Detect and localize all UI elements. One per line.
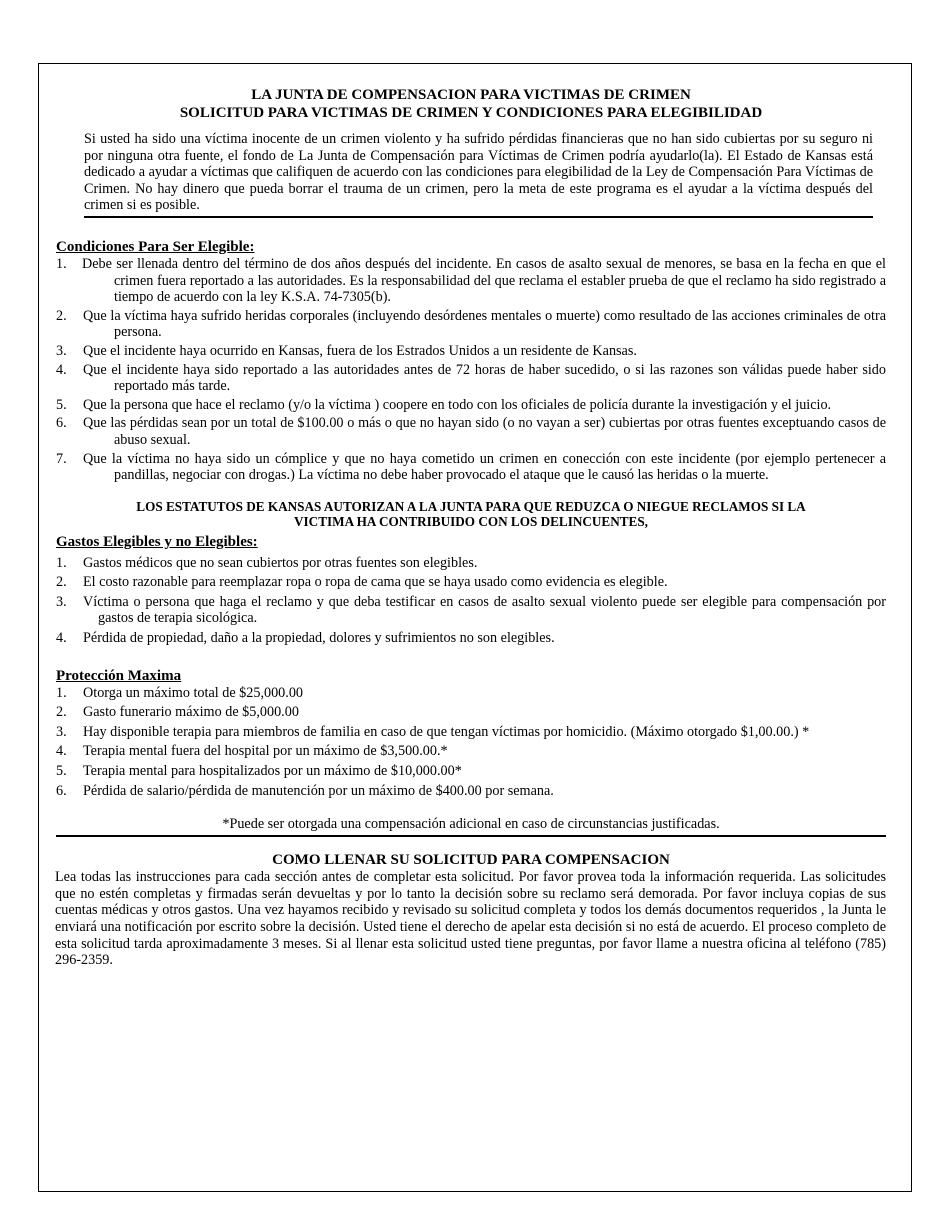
list-item: 2. Que la víctima haya sufrido heridas corporales (incluyendo desórdenes mentales o muerte) como resultado de las acciones criminales de otra persona. <box>56 307 886 341</box>
list-item: 1. Debe ser llenada dentro del término de dos años después del incidente. En casos de asalto sexual de menores, se basa en la fecha en que el crimen fuera reportado a las autoridades. Es la responsabilidad del que reclama el establer prueba de que el reclamo ha sido registrado a tiempo de acuerdo con la ley K.S.A. 74-7305(b). <box>56 255 886 306</box>
document-title-line2: SOLICITUD PARA VICTIMAS DE CRIMEN Y CONDICIONES PARA ELEGIBILIDAD <box>179 105 763 121</box>
how-to-body: Lea todas las instrucciones para cada sección antes de completar esta solicitud. Por favor provea toda la información requerida. Las solicitudes que no estén completas y firmadas serán devueltas y por lo tanto la decisión sobre su reclamo será demorada. Por favor incluya copias de sus cuentas médicas y otros gastos. Una vez hayamos recibido y revisado su solicitud completa y todos los demás documentos requeridos , la Junta le enviará una notificación por escrito sobre la decisión. Usted tiene el derecho de apelar esta decisión si no está de acuerdo. El proceso completo de esta solicitud tarda aproximadamente 3 meses. Si al llenar esta solicitud usted tiene preguntas, por favor llame a nuestra oficina al teléfono (785) 296-2359. <box>55 869 886 969</box>
list-item: 2. El costo razonable para reemplazar ropa o ropa de cama que se haya usado como evidencia es elegible. <box>56 574 668 591</box>
list-item: 6. Que las pérdidas sean por un total de $100.00 o más o que no hayan sido (o no vayan a ser) cubiertas por otras fuentes exceptuando casos de abuso sexual. <box>56 415 886 448</box>
section-divider <box>56 835 886 837</box>
expenses-heading: Gastos Elegibles y no Elegibles: <box>56 533 258 550</box>
protection-heading: Protección Maxima <box>56 667 182 684</box>
document-body <box>56 86 886 969</box>
protection-list <box>56 685 886 800</box>
list-item: 4. Que el incidente haya sido reportado a las autoridades antes de 72 horas de haber sucedido, o si las razones son válidas puede haber sido reportado más tarde. <box>56 361 886 395</box>
statute-line2: VICTIMA HA CONTRIBUIDO CON LOS DELINCUENTES, <box>294 513 648 529</box>
how-to-title: COMO LLENAR SU SOLICITUD PARA COMPENSACION <box>272 852 670 869</box>
list-item: 4. Terapia mental fuera del hospital por un máximo de $3,500.00.* <box>56 743 448 760</box>
conditions-list <box>56 256 886 484</box>
list-item: 3. Que el incidente haya ocurrido en Kansas, fuera de los Estrados Unidos a un residente de Kansas. <box>56 342 637 359</box>
statute-line1: LOS ESTATUTOS DE KANSAS AUTORIZAN A LA JUNTA PARA QUE REDUZCA O NIEGUE RECLAMOS SI LA <box>136 498 806 514</box>
list-item: 1. Gastos médicos que no sean cubiertos por otras fuentes son elegibles. <box>56 554 478 571</box>
list-item: 2. Gasto funerario máximo de $5,000.00 <box>56 704 299 721</box>
list-item: 1. Otorga un máximo total de $25,000.00 <box>56 684 304 701</box>
expenses-list <box>56 555 886 647</box>
list-item: 7. Que la víctima no haya sido un cómplice y que no haya cometido un crimen en conección con este incidente (por ejemplo pertenecer a pandillas, negociar con drogas.) La víctima no debe haber provocado el ataque que le causó las heridas o la muerte. <box>56 450 886 484</box>
list-item: 4. Pérdida de propiedad, daño a la propiedad, dolores y sufrimientos no son elegibles. <box>56 630 555 647</box>
list-item: 3. Hay disponible terapia para miembros de familia en caso de que tengan víctimas por homicidio. (Máximo otorgado $1,00.00.) * <box>56 723 810 740</box>
document-title-line1: LA JUNTA DE COMPENSACION PARA VICTIMAS DE CRIMEN <box>251 87 691 103</box>
list-item: 6. Pérdida de salario/pérdida de manutención por un máximo de $400.00 por semana. <box>56 782 554 799</box>
conditions-heading: Condiciones Para Ser Elegible: <box>56 238 255 255</box>
list-item: 3. Víctima o persona que haga el reclamo y que deba testificar en casos de asalto sexual violento puede ser elegible para compensación por gastos de terapia sicológica. <box>56 593 886 627</box>
protection-footnote: *Puede ser otorgada una compensación adicional en caso de circunstancias justificadas. <box>222 816 720 833</box>
intro-paragraph: Si usted ha sido una víctima inocente de un crimen violento y ha sufrido pérdidas financieras que no han sido cubiertas por su seguro ni por ninguna otra fuente, el fondo de La Junta de Compensación para Víctimas de Crimen podría ayudarlo(la). El Estado de Kansas está dedicado a ayudar a víctimas que califiquen de acuerdo con las condiciones para elegibilidad de la Ley de Compensación Para Víctimas de Crimen. No hay dinero que pueda borrar el trauma de un crimen, pero la meta de este programa es el ayudar a la víctima después del crimen si es posible. <box>84 131 873 218</box>
list-item: 5. Que la persona que hace el reclamo (y/o la víctima ) coopere en todo con los oficiales de policía durante la investigación y el juicio. <box>56 396 832 413</box>
statute-notice <box>56 499 886 529</box>
list-item: 5. Terapia mental para hospitalizados por un máximo de $10,000.00* <box>56 763 462 780</box>
